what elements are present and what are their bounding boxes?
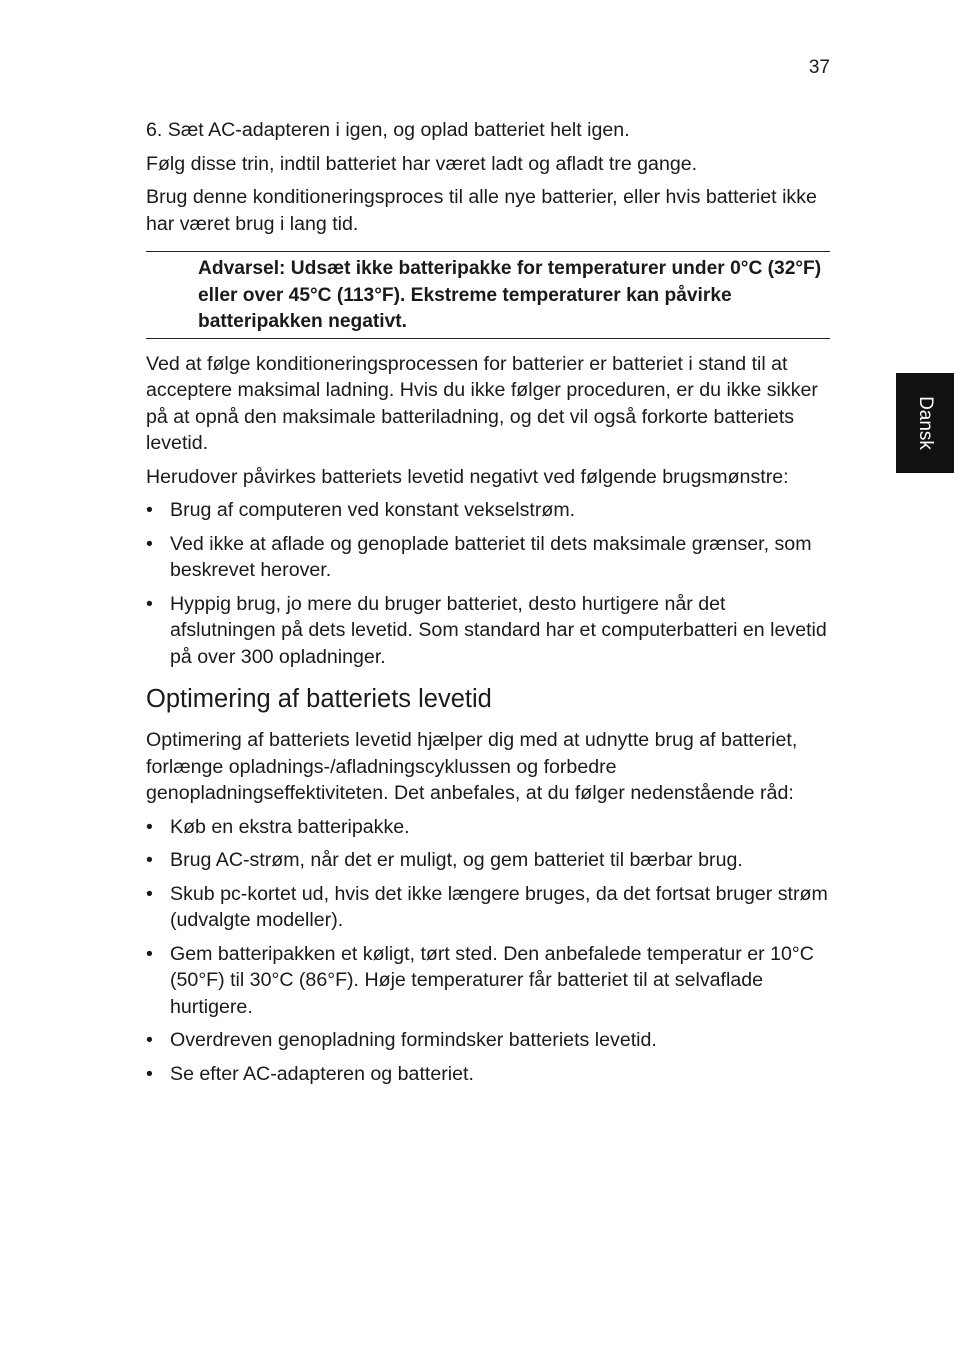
language-tab-label: Dansk — [915, 396, 936, 450]
tips-list — [146, 814, 830, 1088]
list-item — [146, 941, 830, 1021]
warning-box — [146, 251, 830, 339]
list-item — [146, 814, 830, 841]
list-item — [146, 1027, 830, 1054]
list-item — [146, 1061, 830, 1088]
list-item-text: Køb en ekstra batteripakke. — [170, 815, 410, 838]
list-item-text: Brug AC-strøm, når det er muligt, og gem batteriet til bærbar brug. — [170, 849, 743, 871]
repeat-instruction: Følg disse trin, indtil batteriet har været ladt og afladt tre gange. — [146, 152, 698, 175]
list-item-text: Brug af computeren ved konstant vekselstrøm. — [170, 499, 576, 521]
step-6-text: 6. Sæt AC-adapteren i igen, og oplad batteriet helt igen. — [146, 119, 630, 141]
conditioning-benefit-paragraph: Ved at følge konditioneringsprocessen for batterier er batteriet i stand til at acceptere maksimal ladning. Hvis du ikke følger proceduren, er du ikke sikker på at opnå den maksimale batteriladning, og det vil også forkorte batteriets levetid. — [146, 352, 818, 454]
bullet-icon: • — [146, 942, 153, 965]
bullet-icon: • — [146, 499, 153, 521]
list-item — [146, 497, 830, 524]
list-item-text: Se efter AC-adapteren og batteriet. — [170, 1062, 474, 1085]
page-content — [146, 117, 830, 1094]
list-item-text: Overdreven genopladning formindsker batteriets levetid. — [170, 1029, 657, 1051]
bullet-icon: • — [146, 882, 153, 905]
bullet-icon: • — [146, 1029, 153, 1051]
list-item-text: Skub pc-kortet ud, hvis det ikke længere bruges, da det fortsat bruger strøm (udvalgte modeller). — [170, 882, 828, 931]
list-item — [146, 591, 830, 671]
conditioning-note: Brug denne konditioneringsproces til alle nye batterier, eller hvis batteriet ikke har været brug i lang tid. — [146, 186, 817, 235]
bullet-icon: • — [146, 849, 153, 871]
list-item — [146, 847, 830, 874]
bullet-icon: • — [146, 815, 153, 838]
list-item-text: Hyppig brug, jo mere du bruger batteriet, desto hurtigere når det afslutningen på dets levetid. Som standard har et computerbatteri en levetid på over 300 opladninger. — [170, 592, 827, 668]
list-item — [146, 531, 830, 584]
usage-patterns-intro: Herudover påvirkes batteriets levetid negativt ved følgende brugsmønstre: — [146, 465, 789, 488]
list-item — [146, 881, 830, 934]
language-tab — [896, 373, 954, 473]
page-number: 37 — [808, 57, 830, 78]
warning-text: Advarsel: Udsæt ikke batteripakke for temperaturer under 0°C (32°F) eller over 45°C (113°F). Ekstreme temperaturer kan påvirke batteripakken negativt. — [198, 258, 822, 332]
bullet-icon: • — [146, 592, 153, 615]
optimization-paragraph: Optimering af batteriets levetid hjælper dig med at udnytte brug af batteriet, forlænge opladnings-/afladningscyklussen og forbedre genopladningseffektiviteten. Det anbefales, at du følger nedenstående råd: — [146, 729, 798, 804]
list-item-text: Gem batteripakken et køligt, tørt sted. Den anbefalede temperatur er 10°C (50°F) til 30°C (86°F). Høje temperaturer får batteriet til at selvaflade hurtigere. — [170, 942, 814, 1018]
usage-patterns-list — [146, 497, 830, 670]
bullet-icon: • — [146, 1062, 153, 1085]
bullet-icon: • — [146, 532, 153, 555]
list-item-text: Ved ikke at aflade og genoplade batteriet til dets maksimale grænser, som beskrevet herover. — [170, 532, 812, 581]
section-heading: Optimering af batteriets levetid — [146, 685, 492, 713]
